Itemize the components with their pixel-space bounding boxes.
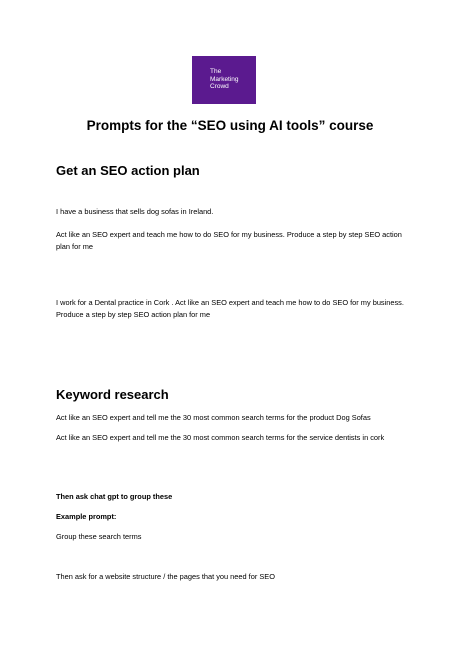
section-heading-keyword-research: Keyword research [56, 387, 169, 402]
paragraph-dental-practice: I work for a Dental practice in Cork . Act like an SEO expert and teach me how to do SEO for my business. Produce a step by step SEO action plan for me [56, 298, 404, 319]
section-heading-action-plan: Get an SEO action plan [56, 163, 200, 178]
paragraph-keywords-dog-sofas: Act like an SEO expert and tell me the 30 most common search terms for the product Dog Sofas [56, 413, 371, 422]
logo-line-1: The [210, 68, 222, 75]
marketing-crowd-logo [192, 56, 256, 104]
paragraph-group-search-terms: Group these search terms [56, 532, 142, 541]
paragraph-dog-sofas-business: I have a business that sells dog sofas in Ireland. [56, 207, 214, 216]
paragraph-group-instruction: Then ask chat gpt to group these [56, 492, 173, 501]
paragraph-keywords-dentists: Act like an SEO expert and tell me the 30 most common search terms for the service dentists in cork [56, 433, 385, 442]
paragraph-seo-expert-dog-sofas: Act like an SEO expert and teach me how to do SEO for my business. Produce a step by step SEO action plan for me [56, 230, 402, 251]
paragraph-website-structure: Then ask for a website structure / the pages that you need for SEO [56, 572, 275, 581]
logo-line-3: Crowd [210, 83, 229, 90]
logo-line-2: Marketing [210, 75, 239, 83]
document-title: Prompts for the “SEO using AI tools” course [86, 118, 374, 133]
paragraph-example-prompt-label: Example prompt: [56, 512, 117, 521]
